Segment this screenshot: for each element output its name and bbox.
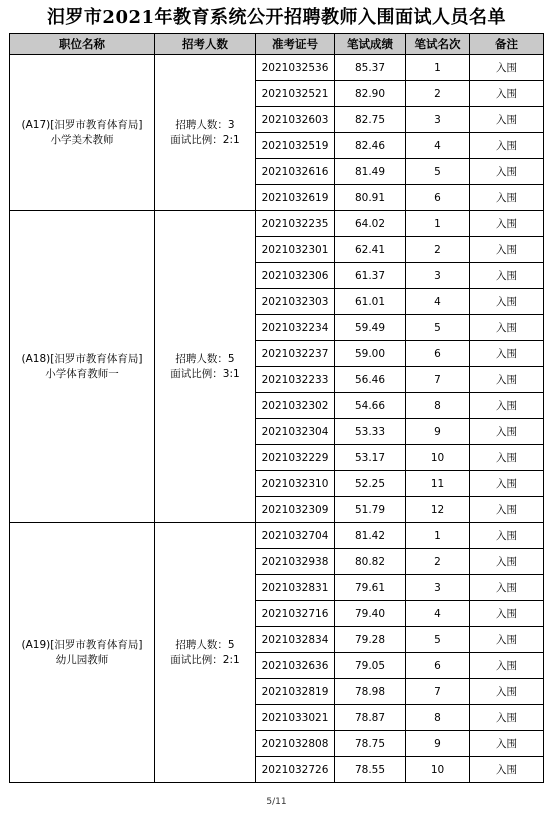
exam-id-cell: 2021032704 (256, 523, 335, 549)
note-cell: 入围 (470, 185, 544, 211)
exam-id-cell: 2021032309 (256, 497, 335, 523)
written-rank-cell: 5 (406, 627, 470, 653)
written-score-cell: 56.46 (335, 367, 406, 393)
written-rank-cell: 8 (406, 705, 470, 731)
written-score-cell: 54.66 (335, 393, 406, 419)
recruit-count: 招聘人数：5 (175, 638, 235, 651)
written-score-cell: 51.79 (335, 497, 406, 523)
header-written-score: 笔试成绩 (335, 34, 406, 55)
written-rank-cell: 3 (406, 107, 470, 133)
written-score-cell: 82.46 (335, 133, 406, 159)
note-cell: 入围 (470, 81, 544, 107)
exam-id-cell: 2021032237 (256, 341, 335, 367)
note-cell: 入围 (470, 757, 544, 783)
written-score-cell: 85.37 (335, 55, 406, 81)
interview-ratio: 面试比例：2:1 (170, 133, 240, 146)
exam-id-cell: 2021032302 (256, 393, 335, 419)
exam-id-cell: 2021032301 (256, 237, 335, 263)
exam-id-cell: 2021032938 (256, 549, 335, 575)
written-score-cell: 81.42 (335, 523, 406, 549)
exam-id-cell: 2021032521 (256, 81, 335, 107)
position-department: (A17)[汨罗市教育体育局] (21, 118, 143, 131)
written-rank-cell: 5 (406, 159, 470, 185)
written-score-cell: 79.61 (335, 575, 406, 601)
written-score-cell: 61.01 (335, 289, 406, 315)
header-recruit-count: 招考人数 (155, 34, 256, 55)
note-cell: 入围 (470, 315, 544, 341)
written-rank-cell: 8 (406, 393, 470, 419)
exam-id-cell: 2021032235 (256, 211, 335, 237)
written-score-cell: 61.37 (335, 263, 406, 289)
written-rank-cell: 10 (406, 757, 470, 783)
table-header-row (10, 34, 544, 55)
header-position: 职位名称 (10, 34, 155, 55)
note-cell: 入围 (470, 367, 544, 393)
note-cell: 入围 (470, 497, 544, 523)
exam-id-cell: 2021033021 (256, 705, 335, 731)
table-body (10, 55, 544, 783)
exam-id-cell: 2021032619 (256, 185, 335, 211)
exam-id-cell: 2021032636 (256, 653, 335, 679)
note-cell: 入围 (470, 211, 544, 237)
written-score-cell: 79.05 (335, 653, 406, 679)
exam-id-cell: 2021032808 (256, 731, 335, 757)
interview-list-table (9, 33, 544, 783)
exam-id-cell: 2021032716 (256, 601, 335, 627)
note-cell: 入围 (470, 133, 544, 159)
written-score-cell: 64.02 (335, 211, 406, 237)
note-cell: 入围 (470, 523, 544, 549)
written-score-cell: 80.91 (335, 185, 406, 211)
recruit-info-cell (155, 211, 256, 523)
note-cell: 入围 (470, 445, 544, 471)
written-score-cell: 53.17 (335, 445, 406, 471)
exam-id-cell: 2021032819 (256, 679, 335, 705)
written-score-cell: 52.25 (335, 471, 406, 497)
note-cell: 入围 (470, 653, 544, 679)
position-title: 小学美术教师 (50, 133, 114, 146)
position-name-cell (10, 523, 155, 783)
table-row (10, 523, 544, 549)
note-cell: 入围 (470, 237, 544, 263)
written-rank-cell: 6 (406, 653, 470, 679)
written-rank-cell: 1 (406, 55, 470, 81)
written-score-cell: 82.90 (335, 81, 406, 107)
note-cell: 入围 (470, 705, 544, 731)
header-written-rank: 笔试名次 (406, 34, 470, 55)
exam-id-cell: 2021032834 (256, 627, 335, 653)
page-number: 5/11 (266, 797, 287, 807)
note-cell: 入围 (470, 471, 544, 497)
written-rank-cell: 2 (406, 81, 470, 107)
written-rank-cell: 1 (406, 211, 470, 237)
written-score-cell: 78.98 (335, 679, 406, 705)
written-rank-cell: 2 (406, 549, 470, 575)
written-rank-cell: 6 (406, 185, 470, 211)
written-rank-cell: 9 (406, 419, 470, 445)
note-cell: 入围 (470, 731, 544, 757)
exam-id-cell: 2021032233 (256, 367, 335, 393)
note-cell: 入围 (470, 627, 544, 653)
document-title: 汨罗市2021年教育系统公开招聘教师入围面试人员名单 (46, 7, 507, 28)
written-rank-cell: 1 (406, 523, 470, 549)
written-rank-cell: 2 (406, 237, 470, 263)
note-cell: 入围 (470, 393, 544, 419)
written-score-cell: 81.49 (335, 159, 406, 185)
note-cell: 入围 (470, 679, 544, 705)
exam-id-cell: 2021032726 (256, 757, 335, 783)
written-score-cell: 79.40 (335, 601, 406, 627)
written-rank-cell: 5 (406, 315, 470, 341)
written-score-cell: 82.75 (335, 107, 406, 133)
note-cell: 入围 (470, 575, 544, 601)
table-row (10, 55, 544, 81)
written-rank-cell: 7 (406, 367, 470, 393)
written-rank-cell: 3 (406, 263, 470, 289)
written-rank-cell: 4 (406, 289, 470, 315)
written-rank-cell: 3 (406, 575, 470, 601)
exam-id-cell: 2021032831 (256, 575, 335, 601)
written-score-cell: 78.87 (335, 705, 406, 731)
exam-id-cell: 2021032304 (256, 419, 335, 445)
written-rank-cell: 10 (406, 445, 470, 471)
interview-ratio: 面试比例：2:1 (170, 653, 240, 666)
written-score-cell: 80.82 (335, 549, 406, 575)
written-score-cell: 59.49 (335, 315, 406, 341)
exam-id-cell: 2021032603 (256, 107, 335, 133)
table-row (10, 211, 544, 237)
exam-id-cell: 2021032306 (256, 263, 335, 289)
note-cell: 入围 (470, 263, 544, 289)
header-exam-id: 准考证号 (256, 34, 335, 55)
position-department: (A19)[汨罗市教育体育局] (21, 638, 143, 651)
written-rank-cell: 4 (406, 601, 470, 627)
written-rank-cell: 7 (406, 679, 470, 705)
note-cell: 入围 (470, 289, 544, 315)
written-score-cell: 59.00 (335, 341, 406, 367)
note-cell: 入围 (470, 601, 544, 627)
exam-id-cell: 2021032536 (256, 55, 335, 81)
written-score-cell: 79.28 (335, 627, 406, 653)
written-rank-cell: 9 (406, 731, 470, 757)
exam-id-cell: 2021032303 (256, 289, 335, 315)
position-department: (A18)[汨罗市教育体育局] (21, 352, 143, 365)
exam-id-cell: 2021032616 (256, 159, 335, 185)
recruit-count: 招聘人数：5 (175, 352, 235, 365)
position-name-cell (10, 211, 155, 523)
exam-id-cell: 2021032519 (256, 133, 335, 159)
recruit-info-cell (155, 523, 256, 783)
position-name-cell (10, 55, 155, 211)
note-cell: 入围 (470, 549, 544, 575)
note-cell: 入围 (470, 55, 544, 81)
note-cell: 入围 (470, 419, 544, 445)
written-score-cell: 78.75 (335, 731, 406, 757)
written-rank-cell: 11 (406, 471, 470, 497)
exam-id-cell: 2021032234 (256, 315, 335, 341)
header-note: 备注 (470, 34, 544, 55)
recruit-info-cell (155, 55, 256, 211)
written-rank-cell: 6 (406, 341, 470, 367)
written-score-cell: 78.55 (335, 757, 406, 783)
position-title: 幼儿园教师 (55, 653, 109, 666)
note-cell: 入围 (470, 159, 544, 185)
exam-id-cell: 2021032229 (256, 445, 335, 471)
written-score-cell: 53.33 (335, 419, 406, 445)
note-cell: 入围 (470, 107, 544, 133)
recruit-count: 招聘人数：3 (175, 118, 235, 131)
written-rank-cell: 4 (406, 133, 470, 159)
written-rank-cell: 12 (406, 497, 470, 523)
written-score-cell: 62.41 (335, 237, 406, 263)
exam-id-cell: 2021032310 (256, 471, 335, 497)
note-cell: 入围 (470, 341, 544, 367)
position-title: 小学体育教师一 (45, 367, 119, 380)
interview-ratio: 面试比例：3:1 (170, 367, 240, 380)
